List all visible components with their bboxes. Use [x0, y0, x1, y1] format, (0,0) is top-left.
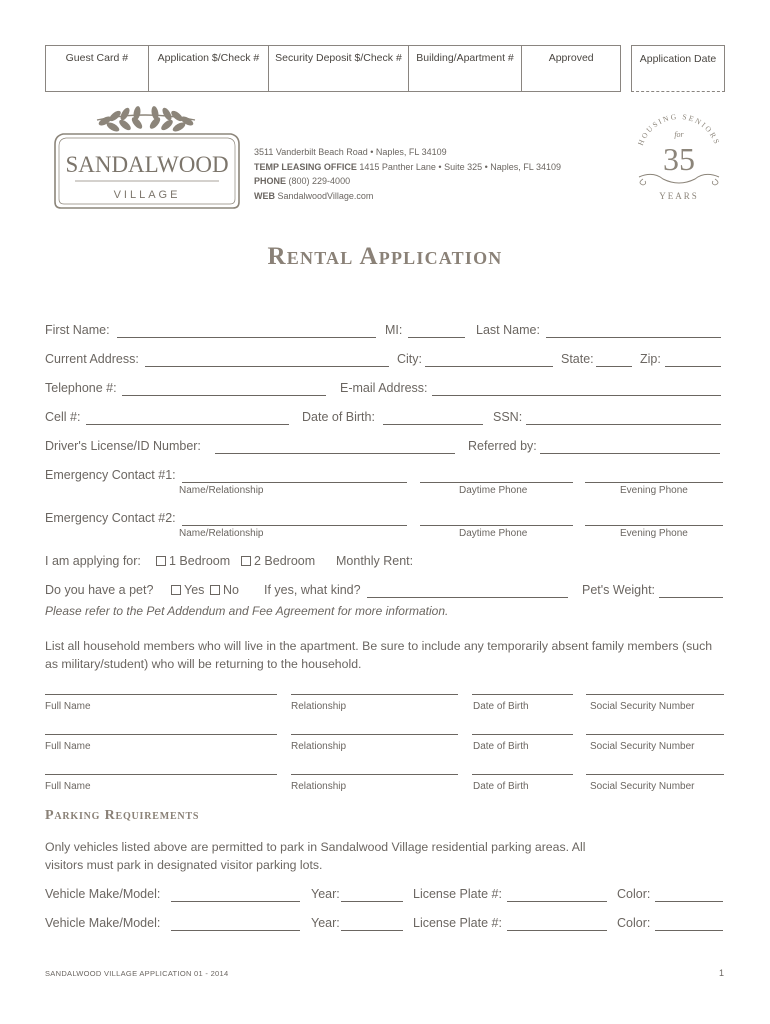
license-field[interactable]: [215, 453, 455, 454]
emergency-1-label: Emergency Contact #1:: [45, 468, 176, 482]
emergency-contact-1-row: [45, 468, 725, 484]
telephone-label: Telephone #:: [45, 381, 117, 395]
parking-section-title: Parking Requirements: [45, 808, 200, 823]
application-check-cell[interactable]: Application $/Check #: [149, 46, 270, 91]
city-field[interactable]: [425, 366, 553, 367]
household-3-name-caption: Full Name: [45, 781, 91, 792]
emergency-2-eve-phone-field[interactable]: [585, 525, 723, 526]
household-2-relationship-caption: Relationship: [291, 741, 347, 752]
sandalwood-village-logo: [45, 106, 249, 212]
emergency-2-label: Emergency Contact #2:: [45, 511, 176, 525]
one-bedroom-option[interactable]: 1 Bedroom: [156, 554, 230, 568]
vehicle-2-color-field[interactable]: [655, 930, 723, 931]
application-date-cell[interactable]: Application Date: [631, 45, 725, 92]
emergency-1-name-field[interactable]: [182, 482, 407, 483]
svg-text:HOUSING SENIORS: HOUSING SENIORS: [635, 113, 723, 147]
security-deposit-cell[interactable]: Security Deposit $/Check #: [269, 46, 409, 91]
household-2-dob-caption: Date of Birth: [473, 741, 529, 752]
household-2-name-caption: Full Name: [45, 741, 91, 752]
household-1-dob-caption: Date of Birth: [473, 701, 529, 712]
telephone-row: [45, 381, 725, 397]
two-bedroom-checkbox[interactable]: [241, 556, 251, 566]
first-name-label: First Name:: [45, 323, 110, 337]
emergency-contact-2-row: [45, 511, 725, 527]
emergency-2-day-caption: Daytime Phone: [459, 528, 528, 539]
last-name-field[interactable]: [546, 337, 721, 338]
referred-label: Referred by:: [468, 439, 537, 453]
approved-cell[interactable]: Approved: [548, 52, 594, 64]
pet-weight-field[interactable]: [659, 597, 723, 598]
vehicle-row-1: [45, 887, 725, 903]
household-2-relationship-field[interactable]: [291, 734, 458, 735]
pet-question-label: Do you have a pet?: [45, 583, 154, 597]
current-address-field[interactable]: [145, 366, 389, 367]
vehicle-1-year-label: Year:: [311, 887, 340, 901]
phone-line: PHONE (800) 229-4000: [254, 176, 351, 186]
pet-no-option[interactable]: No: [210, 583, 239, 597]
emergency-1-day-phone-field[interactable]: [420, 482, 573, 483]
contact-block: [254, 145, 561, 203]
cell-row: [45, 410, 725, 426]
pet-no-checkbox[interactable]: [210, 585, 220, 595]
household-3-ssn-caption: Social Security Number: [590, 781, 695, 792]
street-address: 3511 Vanderbilt Beach Road • Naples, FL 34109: [254, 147, 447, 157]
household-1-ssn-caption: Social Security Number: [590, 701, 695, 712]
vehicle-1-color-label: Color:: [617, 887, 651, 901]
vehicle-2-year-field[interactable]: [341, 930, 403, 931]
household-2-ssn-caption: Social Security Number: [590, 741, 695, 752]
household-1-name-field[interactable]: [45, 694, 277, 695]
vehicle-2-plate-label: License Plate #:: [413, 916, 502, 930]
household-3-dob-caption: Date of Birth: [473, 781, 529, 792]
vehicle-row-2: [45, 916, 725, 932]
household-2-ssn-field[interactable]: [586, 734, 724, 735]
pet-kind-field[interactable]: [367, 597, 568, 598]
footer-text: SANDALWOOD VILLAGE APPLICATION 01 - 2014: [45, 969, 229, 978]
vehicle-2-make-label: Vehicle Make/Model:: [45, 916, 161, 930]
vehicle-2-year-label: Year:: [311, 916, 340, 930]
pet-kind-label: If yes, what kind?: [264, 583, 361, 597]
household-3-relationship-field[interactable]: [291, 774, 458, 775]
svg-text:YEARS: YEARS: [659, 191, 699, 201]
applying-for-label: I am applying for:: [45, 554, 141, 568]
mi-field[interactable]: [408, 337, 465, 338]
emergency-1-day-caption: Daytime Phone: [459, 485, 528, 496]
household-instructions: List all household members who will live in the apartment. Be sure to include any temporarily absent family members (such as military/student) who will be returning to the household.: [45, 639, 713, 671]
zip-label: Zip:: [640, 352, 661, 366]
parking-instructions: Only vehicles listed above are permitted to park in Sandalwood Village residential parking areas. All visitors must park in designated visitor parking lots.: [45, 840, 586, 872]
svg-text:35: 35: [663, 141, 695, 177]
pet-row: [45, 583, 725, 599]
dob-field[interactable]: [383, 424, 483, 425]
logo-name: SANDALWOOD: [65, 152, 229, 177]
pet-yes-option[interactable]: Yes: [171, 583, 204, 597]
household-1-relationship-caption: Relationship: [291, 701, 347, 712]
ssn-label: SSN:: [493, 410, 523, 424]
name-row: [45, 323, 725, 339]
logo-sub: VILLAGE: [113, 189, 181, 201]
web-line: WEB SandalwoodVillage.com: [254, 190, 374, 201]
one-bedroom-checkbox[interactable]: [156, 556, 166, 566]
household-2-name-field[interactable]: [45, 734, 277, 735]
emergency-1-name-caption: Name/Relationship: [179, 485, 264, 496]
page-number: 1: [719, 968, 725, 978]
vehicle-2-make-field[interactable]: [171, 930, 300, 931]
vehicle-2-color-label: Color:: [617, 916, 651, 930]
vehicle-1-year-field[interactable]: [341, 901, 403, 902]
emergency-1-eve-caption: Evening Phone: [620, 485, 688, 496]
referred-field[interactable]: [540, 453, 720, 454]
address-row: [45, 352, 725, 368]
first-name-field[interactable]: [117, 337, 376, 338]
emergency-2-name-field[interactable]: [182, 525, 407, 526]
telephone-field[interactable]: [122, 395, 326, 396]
guest-card-cell[interactable]: Guest Card #: [46, 46, 149, 91]
page-title: Rental Application: [267, 243, 503, 270]
monthly-rent-label: Monthly Rent:: [336, 554, 414, 568]
household-3-dob-field[interactable]: [472, 774, 573, 775]
household-3-name-field[interactable]: [45, 774, 277, 775]
35-years-badge: [633, 113, 725, 205]
vehicle-1-plate-field[interactable]: [507, 901, 607, 902]
pet-yes-checkbox[interactable]: [171, 585, 181, 595]
email-label: E-mail Address:: [340, 381, 428, 395]
ssn-field[interactable]: [526, 424, 721, 425]
pet-weight-label: Pet's Weight:: [582, 583, 656, 597]
mi-label: MI:: [385, 323, 403, 337]
household-3-ssn-field[interactable]: [586, 774, 724, 775]
city-label: City:: [397, 352, 422, 366]
vehicle-1-plate-label: License Plate #:: [413, 887, 502, 901]
state-label: State:: [561, 352, 594, 366]
last-name-label: Last Name:: [476, 323, 540, 337]
license-label: Driver's License/ID Number:: [45, 439, 201, 453]
vehicle-1-make-label: Vehicle Make/Model:: [45, 887, 161, 901]
emergency-2-name-caption: Name/Relationship: [179, 528, 264, 539]
email-field[interactable]: [432, 395, 721, 396]
emergency-1-eve-phone-field[interactable]: [585, 482, 723, 483]
temp-office-line: TEMP LEASING OFFICE 1415 Panther Lane • Suite 325 • Naples, FL 34109: [254, 161, 561, 172]
vehicle-1-make-field[interactable]: [171, 901, 300, 902]
emergency-2-day-phone-field[interactable]: [420, 525, 573, 526]
dob-label: Date of Birth:: [302, 410, 375, 424]
vehicle-1-color-field[interactable]: [655, 901, 723, 902]
current-address-label: Current Address:: [45, 352, 139, 366]
household-3-relationship-caption: Relationship: [291, 781, 347, 792]
applying-for-row: [45, 554, 465, 570]
zip-field[interactable]: [665, 366, 721, 367]
household-1-ssn-field[interactable]: [586, 694, 724, 695]
household-1-name-caption: Full Name: [45, 701, 91, 712]
office-use-table: [45, 45, 621, 92]
building-apartment-cell[interactable]: Building/Apartment #: [409, 46, 523, 91]
household-1-relationship-field[interactable]: [291, 694, 458, 695]
pet-addendum-note: Please refer to the Pet Addendum and Fee Agreement for more information.: [45, 604, 449, 618]
two-bedroom-option[interactable]: 2 Bedroom: [241, 554, 315, 568]
cell-field[interactable]: [86, 424, 289, 425]
state-field[interactable]: [596, 366, 632, 367]
svg-text:for: for: [674, 130, 684, 139]
vehicle-2-plate-field[interactable]: [507, 930, 607, 931]
household-1-dob-field[interactable]: [472, 694, 573, 695]
license-row: [45, 439, 725, 455]
household-2-dob-field[interactable]: [472, 734, 573, 735]
emergency-2-eve-caption: Evening Phone: [620, 528, 688, 539]
cell-label: Cell #:: [45, 410, 81, 424]
